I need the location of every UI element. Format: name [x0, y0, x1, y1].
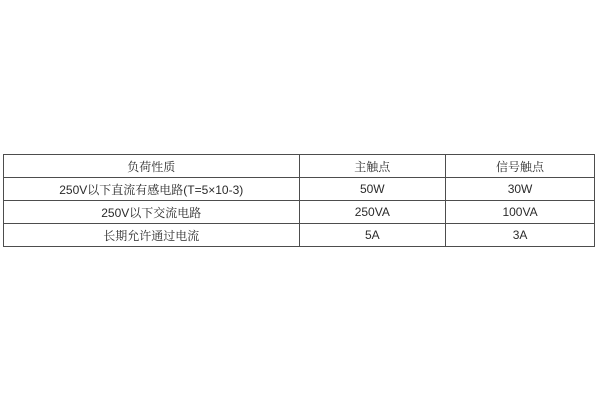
spec-table: [3, 154, 595, 247]
header-load-nature: 负荷性质: [4, 155, 300, 178]
table-row: [4, 178, 595, 201]
cell-signal-contact-current: 3A: [446, 224, 595, 247]
cell-signal-contact-ac: 100VA: [446, 201, 595, 224]
table-row: [4, 224, 595, 247]
spec-table-container: [3, 154, 595, 247]
header-main-contact: 主触点: [299, 155, 446, 178]
cell-load-ac-circuit: 250V以下交流电路: [4, 201, 300, 224]
cell-signal-contact-dc: 30W: [446, 178, 595, 201]
cell-main-contact-ac: 250VA: [299, 201, 446, 224]
cell-load-dc-circuit: 250V以下直流有感电路(T=5×10-3): [4, 178, 300, 201]
cell-load-long-term-current: 长期允许通过电流: [4, 224, 300, 247]
table-row: [4, 201, 595, 224]
table-header-row: [4, 155, 595, 178]
header-signal-contact: 信号触点: [446, 155, 595, 178]
cell-main-contact-current: 5A: [299, 224, 446, 247]
cell-main-contact-dc: 50W: [299, 178, 446, 201]
